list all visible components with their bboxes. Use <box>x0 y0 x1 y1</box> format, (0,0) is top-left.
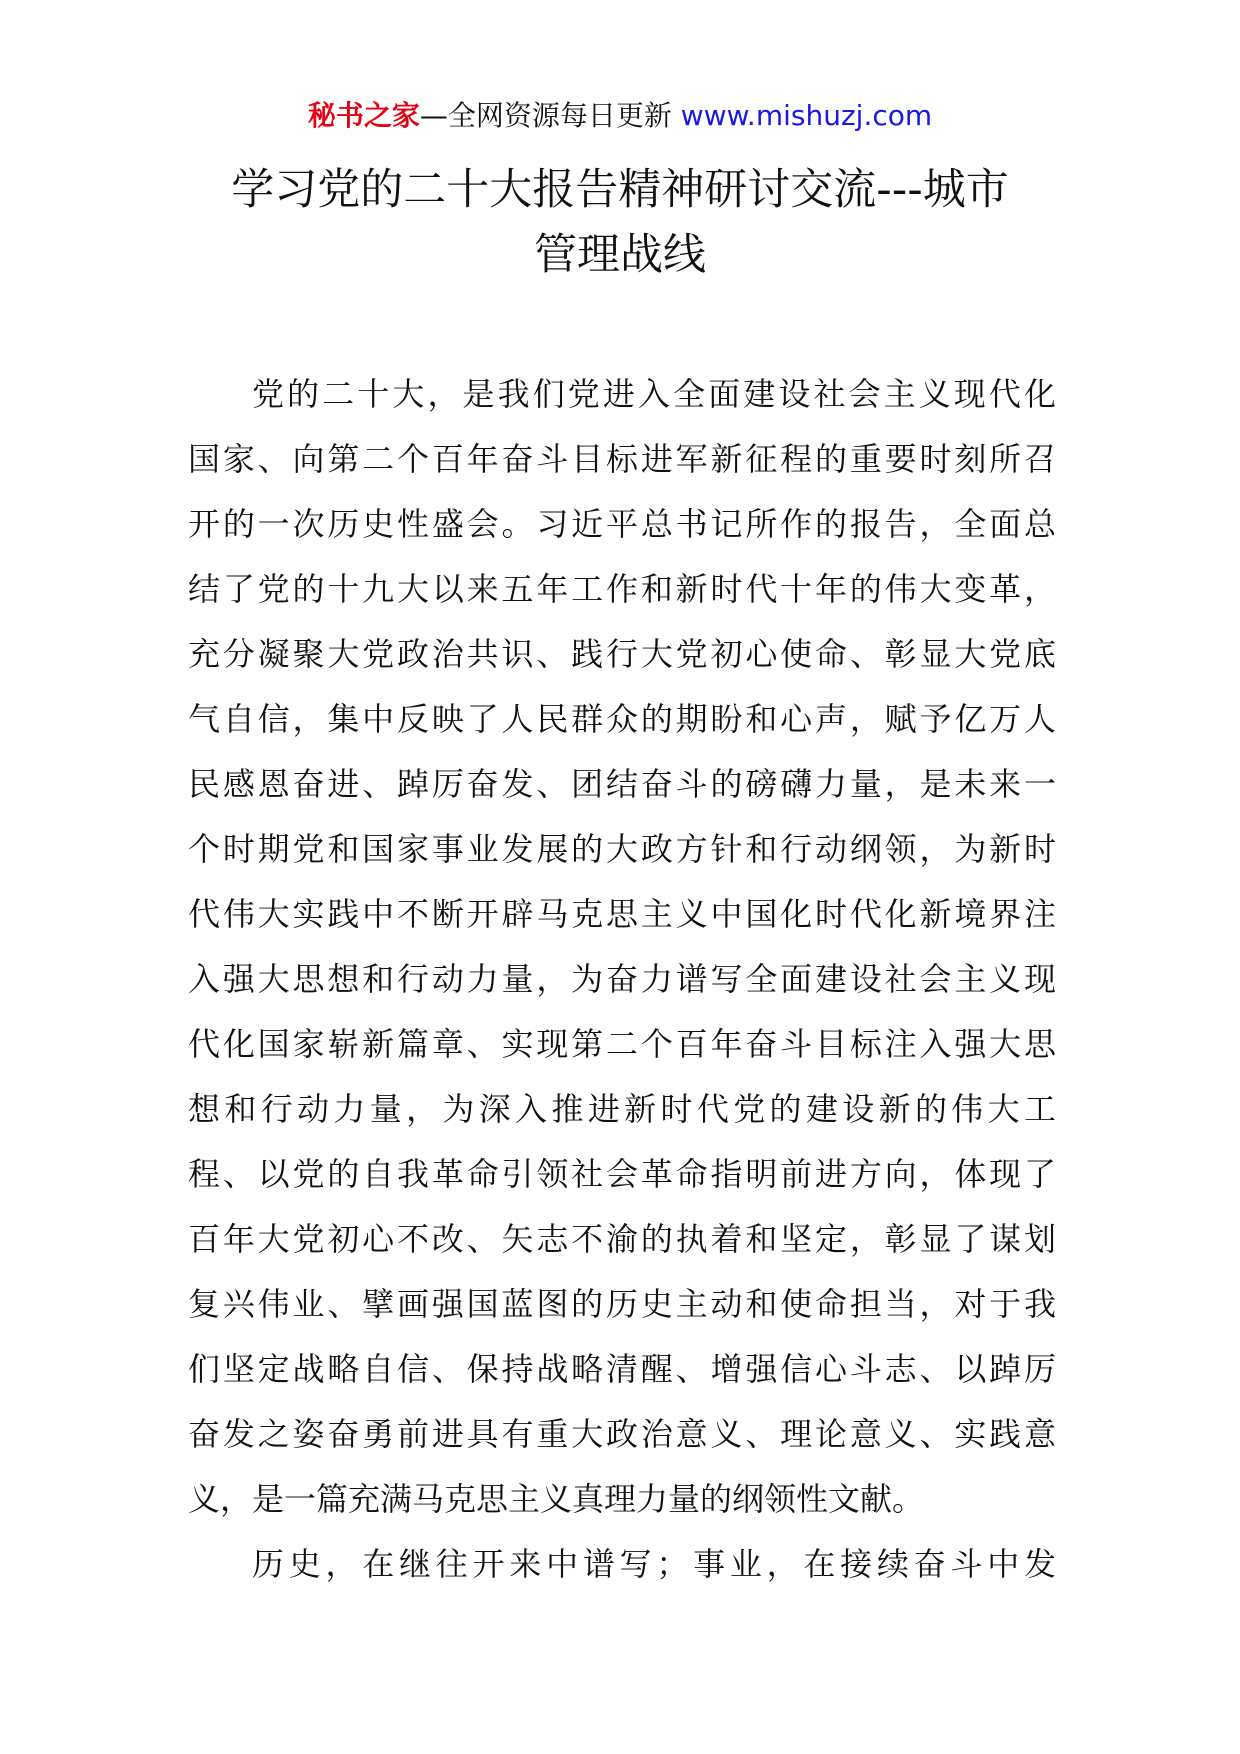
title-line-2: 管理战线 <box>534 230 706 280</box>
body-line: 结了党的十九大以来五年工作和新时代十年的伟大变革， <box>188 570 1056 608</box>
body-line: 国家、向第二个百年奋斗目标进军新征程的重要时刻所召 <box>188 440 1056 478</box>
body-line: 代化国家崭新篇章、实现第二个百年奋斗目标注入强大思 <box>188 1025 1056 1063</box>
body-line: 党的二十大，是我们党进入全面建设社会主义现代化 <box>252 375 1056 413</box>
body-line: 百年大党初心不改、矢志不渝的执着和坚定，彰显了谋划 <box>188 1220 1056 1258</box>
document-body <box>188 362 1056 1597</box>
document-title <box>150 158 1090 288</box>
brand-name: 秘书之家 <box>307 99 420 132</box>
body-line: 历史，在继往开来中谱写；事业，在接续奋斗中发 <box>252 1545 1056 1583</box>
body-line: 复兴伟业、擘画强国蓝图的历史主动和使命担当，对于我 <box>188 1285 1056 1323</box>
body-line: 开的一次历史性盛会。习近平总书记所作的报告，全面总 <box>188 505 1056 543</box>
body-line: 入强大思想和行动力量，为奋力谱写全面建设社会主义现 <box>188 960 1056 998</box>
body-line: 程、以党的自我革命引领社会革命指明前进方向，体现了 <box>188 1155 1056 1193</box>
body-line: 奋发之姿奋勇前进具有重大政治意义、理论意义、实践意 <box>188 1415 1056 1453</box>
body-line: 们坚定战略自信、保持战略清醒、增强信心斗志、以踔厉 <box>188 1350 1056 1388</box>
body-line: 民感恩奋进、踔厉奋发、团结奋斗的磅礴力量，是未来一 <box>188 765 1056 803</box>
body-line: 充分凝聚大党政治共识、践行大党初心使命、彰显大党底 <box>188 635 1056 673</box>
body-line: 想和行动力量，为深入推进新时代党的建设新的伟大工 <box>188 1090 1056 1128</box>
site-header <box>0 96 1240 136</box>
body-line: 代伟大实践中不断开辟马克思主义中国化时代化新境界注 <box>188 895 1056 933</box>
header-slogan: —全网资源每日更新 <box>419 99 672 132</box>
site-url-link[interactable]: www.mishuzj.com <box>680 99 933 132</box>
title-line-1: 学习党的二十大报告精神研讨交流---城市 <box>231 165 1009 215</box>
body-line: 个时期党和国家事业发展的大政方针和行动纲领，为新时 <box>188 830 1056 868</box>
body-line: 义，是一篇充满马克思主义真理力量的纲领性文献。 <box>188 1480 925 1518</box>
body-line: 气自信，集中反映了人民群众的期盼和心声，赋予亿万人 <box>188 700 1056 738</box>
